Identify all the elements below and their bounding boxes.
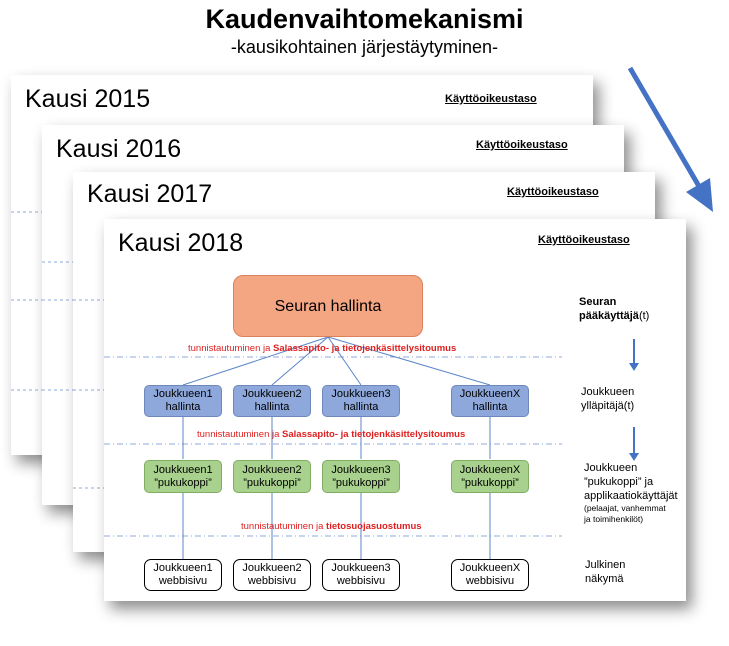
team-webpage-box-3 bbox=[322, 559, 400, 591]
team-locker-box-3 bbox=[322, 460, 400, 493]
page-subtitle: -kausikohtainen järjestäytyminen- bbox=[230, 37, 499, 57]
team-locker-name: Joukkueen3 bbox=[331, 463, 391, 476]
requirement-label-level2: tunnistautuminen ja Salassapito- ja tietojenkäsittelysitoumus bbox=[197, 429, 466, 440]
team-admin-name: Joukkueen2 bbox=[242, 388, 302, 400]
level-label-team-admin: Joukkueen ylläpitäjä(t) bbox=[581, 386, 635, 412]
team-locker-label: ”pukukoppi” bbox=[154, 476, 212, 489]
team-webpage-box-x bbox=[451, 559, 529, 591]
team-admin-role: hallinta bbox=[472, 401, 508, 413]
team-admin-role: hallinta bbox=[254, 401, 290, 413]
team-admin-name: Joukkueen3 bbox=[331, 388, 391, 400]
team-locker-name: JoukkueenX bbox=[459, 463, 521, 476]
season-title: Kausi 2018 bbox=[118, 229, 244, 257]
team-admin-box-x bbox=[451, 385, 529, 417]
team-webpage-box-2 bbox=[233, 559, 311, 591]
rights-level-header: Käyttöoikeustaso bbox=[445, 93, 537, 105]
team-admin-role: hallinta bbox=[343, 401, 379, 413]
team-locker-name: Joukkueen2 bbox=[242, 463, 302, 476]
requirement-label-level1: tunnistautuminen ja Salassapito- ja tietojenkäsittelysitoumus bbox=[188, 343, 457, 354]
team-admin-name: JoukkueenX bbox=[459, 388, 521, 400]
season-sheet-2018 bbox=[104, 219, 686, 601]
requirement-label-level3: tunnistautuminen ja tietosuojasuostumus bbox=[241, 521, 422, 532]
team-locker-label: ”pukukoppi” bbox=[243, 476, 301, 489]
team-admin-role: hallinta bbox=[165, 401, 201, 413]
rights-level-header: Käyttöoikeustaso bbox=[507, 186, 599, 198]
rights-level-header: Käyttöoikeustaso bbox=[538, 234, 630, 246]
team-locker-box-x bbox=[451, 460, 529, 493]
rights-level-header: Käyttöoikeustaso bbox=[476, 139, 568, 151]
season-title: Kausi 2016 bbox=[56, 135, 182, 163]
page-title: Kaudenvaihtomekanismi bbox=[205, 4, 524, 34]
team-webpage-name: Joukkueen2 bbox=[242, 562, 302, 574]
team-admin-name: Joukkueen1 bbox=[153, 388, 213, 400]
level-label-public: Julkinen näkymä bbox=[585, 559, 626, 585]
team-webpage-box-1 bbox=[144, 559, 222, 591]
team-locker-box-2 bbox=[233, 460, 311, 493]
club-admin-label: Seuran hallinta bbox=[274, 297, 382, 315]
team-webpage-label: webbisivu bbox=[465, 575, 515, 587]
team-locker-box-1 bbox=[144, 460, 222, 493]
level-label-club-admin: Seuran pääkäyttäjä(t) bbox=[579, 296, 650, 322]
club-admin-box bbox=[233, 275, 423, 337]
team-webpage-name: JoukkueenX bbox=[459, 562, 521, 574]
team-admin-box-3 bbox=[322, 385, 400, 417]
team-webpage-name: Joukkueen3 bbox=[331, 562, 391, 574]
season-title: Kausi 2015 bbox=[25, 85, 151, 113]
team-locker-label: ”pukukoppi” bbox=[461, 476, 519, 489]
team-webpage-label: webbisivu bbox=[158, 575, 208, 587]
level-label-app-users: Joukkueen ”pukukoppi” ja applikaatiokäyttäjät (pelaajat, vanhemmat ja toimihenkilöt) bbox=[584, 462, 678, 524]
team-locker-name: Joukkueen1 bbox=[153, 463, 213, 476]
team-locker-label: ”pukukoppi” bbox=[332, 476, 390, 489]
team-admin-box-2 bbox=[233, 385, 311, 417]
team-webpage-label: webbisivu bbox=[336, 575, 386, 587]
season-title: Kausi 2017 bbox=[87, 180, 213, 208]
team-webpage-label: webbisivu bbox=[247, 575, 297, 587]
team-webpage-name: Joukkueen1 bbox=[153, 562, 213, 574]
team-admin-box-1 bbox=[144, 385, 222, 417]
